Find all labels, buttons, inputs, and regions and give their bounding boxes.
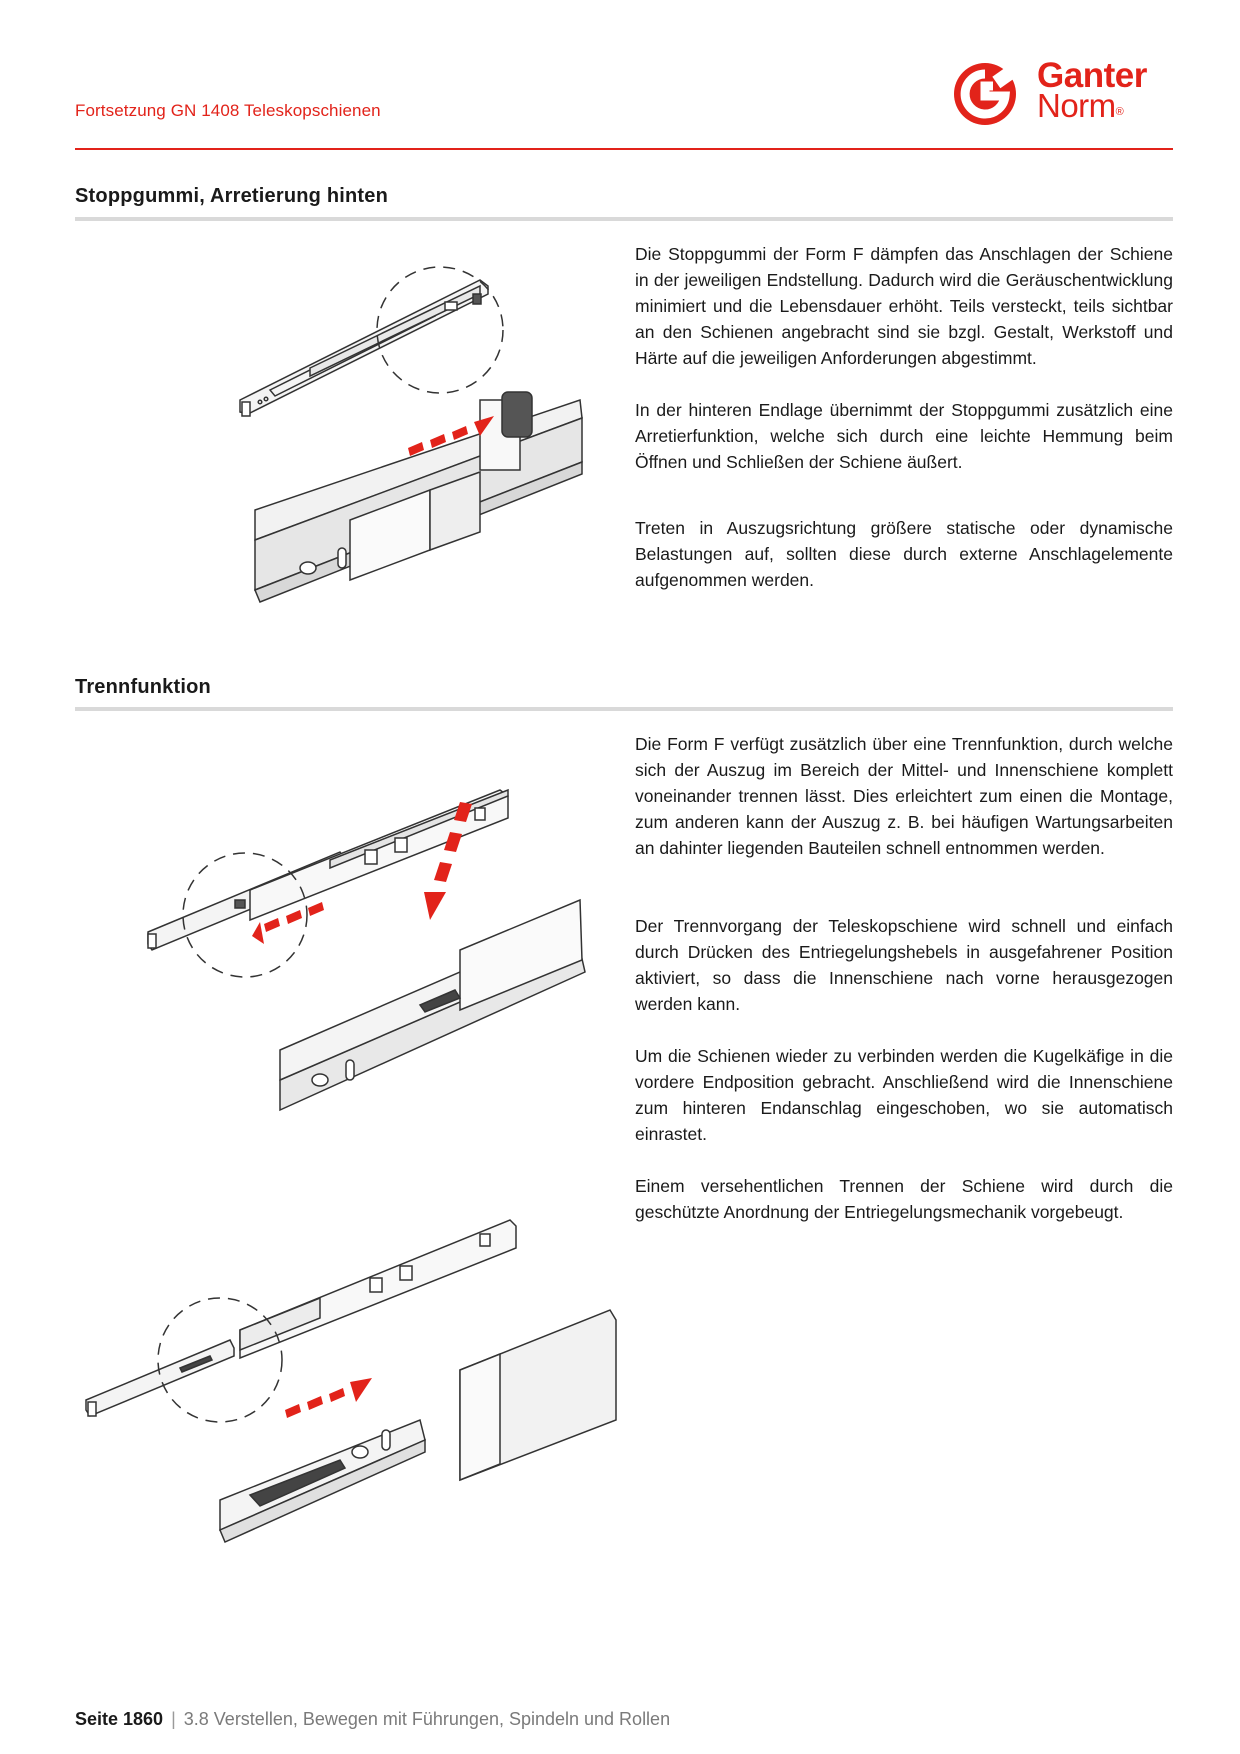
section-title-trennfunktion: Trennfunktion: [75, 676, 211, 698]
logo-mark-icon: [948, 58, 1026, 128]
rail-separated-small: [86, 1220, 516, 1416]
arrow-right-icon-2: [285, 1378, 372, 1418]
paragraph-stoppgummi-2: In der hinteren Endlage übernimmt der Stoppgummi zusätzlich eine Arretierfunktion, welche sich durch eine leichte Hemmung beim Öffnen und Schließen der Schiene äußert.: [635, 400, 1173, 472]
paragraph-trennfunktion-1: Die Form F verfügt zusätzlich über eine Trennfunktion, durch welche sich der Auszug im Bereich der Mittel- und Innenschiene komplett voneinander trennen lässt. Dies erleichtert zum einen die Montage, zum anderen kann der Auszug z. B. bei häufigen Wartungsarbeiten an dahinter liegenden Bauteilen schnell entnommen werden.: [635, 734, 1173, 858]
section-rule-stoppgummi: [75, 217, 1173, 221]
logo-text-ganter: Ganter: [1037, 56, 1147, 95]
footer-separator: |: [171, 1709, 176, 1729]
rail-lever-detail: [280, 900, 585, 1110]
footer: [75, 1709, 670, 1730]
header-title: Fortsetzung GN 1408 Teleskopschienen: [75, 101, 381, 120]
paragraph-trennfunktion-4: Einem versehentlichen Trennen der Schiene wird durch die geschützte Anordnung der Entriegelungsmechanik vorgebeugt.: [635, 1176, 1173, 1222]
logo-text-norm-word: Norm: [1037, 87, 1116, 124]
paragraph-trennfunktion-2: Der Trennvorgang der Teleskopschiene wird schnell und einfach durch Drücken des Entriegelungshebels in ausgefahrener Position aktiviert, so dass die Innenschiene nach vorne herausgezogen werden kann.: [635, 916, 1173, 1014]
separated-rails-illustration: [80, 1190, 620, 1590]
rail-outer-detail: [460, 1310, 616, 1480]
rail-detail-large: [255, 392, 582, 602]
logo-text-norm: [1037, 89, 1123, 123]
rail-inner-detail: [220, 1420, 425, 1542]
separation-lever-illustration: [140, 760, 600, 1140]
section-title-stoppgummi: Stoppgummi, Arretierung hinten: [75, 185, 389, 207]
paragraph-trennfunktion-3: Um die Schienen wieder zu verbinden werden die Kugelkäfige in die vordere Endposition gebracht. Anschließend wird die Innenschiene zum hinteren Endanschlag eingeschoben, wo sie automatisch einrastet.: [635, 1046, 1173, 1144]
logo-registered-mark: ®: [1115, 106, 1124, 118]
paragraph-stoppgummi-3: Treten in Auszugsrichtung größere statische oder dynamische Belastungen auf, sollten diese durch externe Anschlagelemente aufgenommen werden.: [635, 518, 1173, 590]
header-rule: [75, 148, 1173, 150]
section-rule-trennfunktion: [75, 707, 1173, 711]
stopper-illustration: [230, 250, 600, 640]
footer-page-number: Seite 1860: [75, 1709, 164, 1729]
footer-chapter: 3.8 Verstellen, Bewegen mit Führungen, Spindeln und Rollen: [183, 1709, 671, 1729]
brand-logo: [948, 58, 1173, 128]
rail-overview-small: [240, 280, 488, 416]
paragraph-stoppgummi-1: Die Stoppgummi der Form F dämpfen das Anschlagen der Schiene in der jeweiligen Endstellung. Dadurch wird die Geräuschentwicklung minimiert und die Lebensdauer erhöht. Teils versteckt, teils sichtbar an den Schienen angebracht sind sie bzgl. Gestalt, Werkstoff und Härte auf die jeweiligen Anforderungen abgestimmt.: [635, 244, 1173, 368]
